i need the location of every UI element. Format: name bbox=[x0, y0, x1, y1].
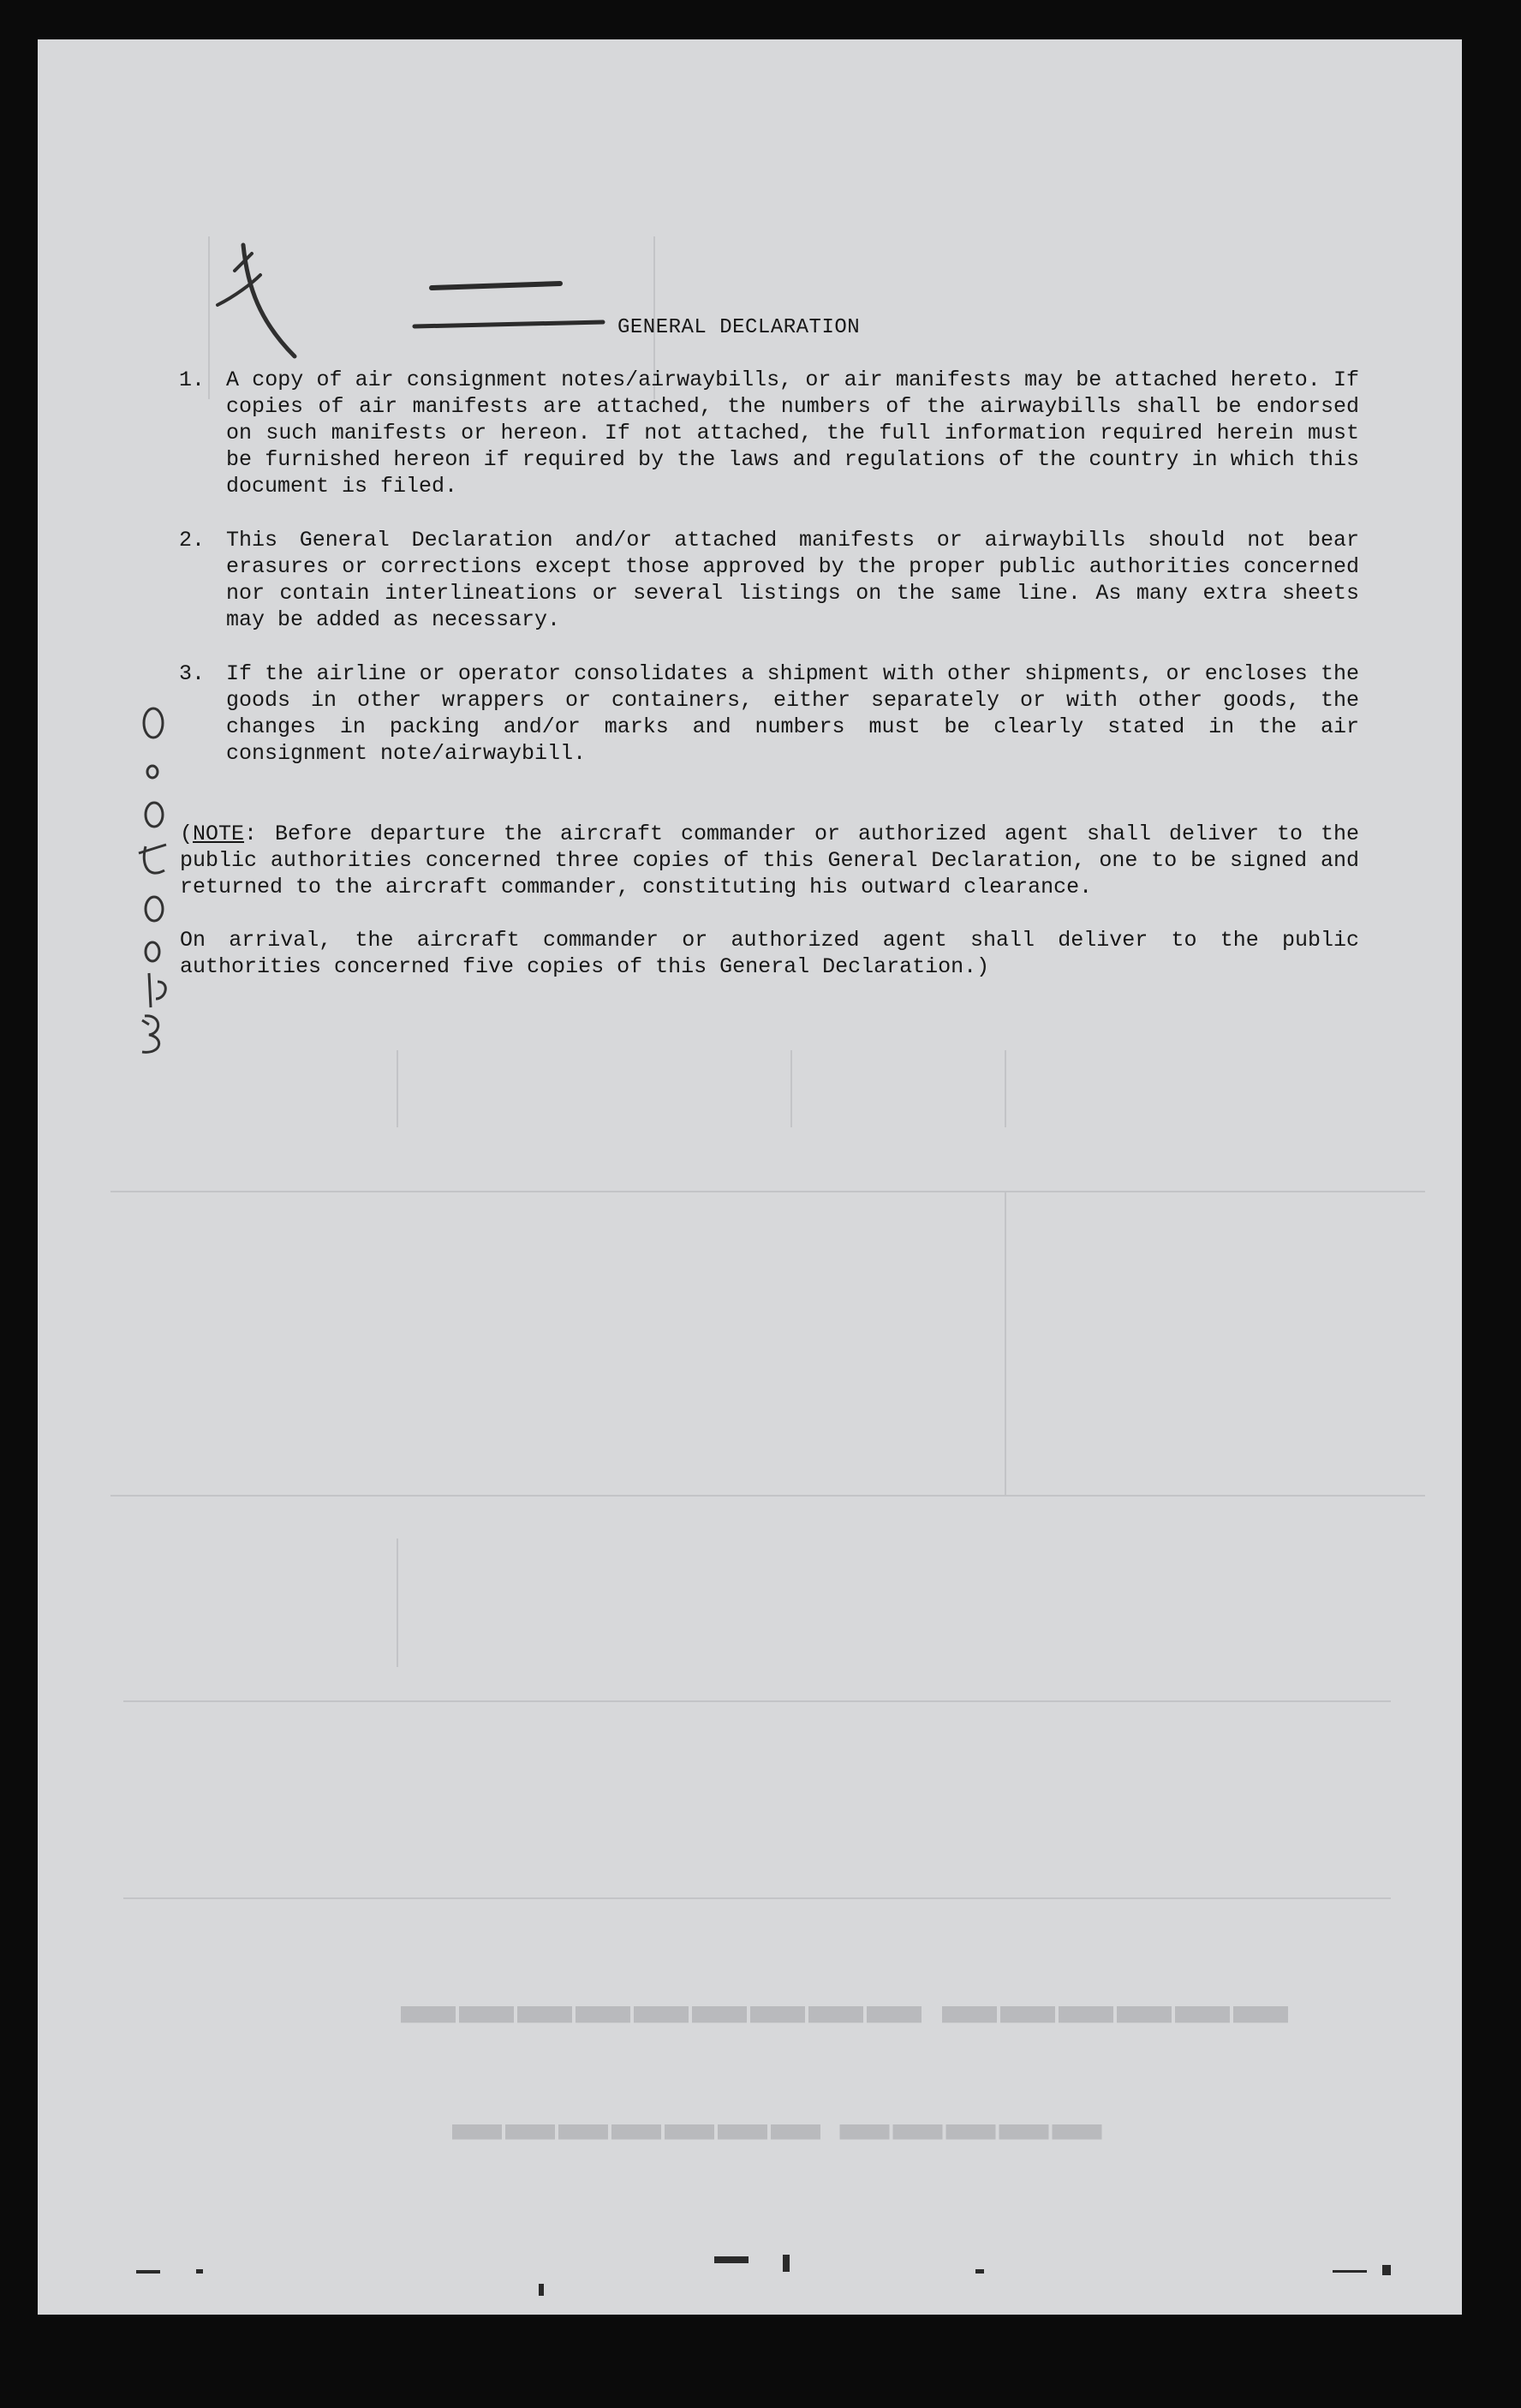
note-text: : Before departure the aircraft commander or authorized agent shall deliver to the public authorities concerned three copies of this General Declaration, one to be signed and returned to the aircraft commander, constituting his outward clearance. bbox=[180, 822, 1359, 899]
edge-mark bbox=[1382, 2265, 1391, 2275]
instruction-item-3 bbox=[179, 660, 1359, 767]
note-open-paren: ( bbox=[180, 822, 194, 846]
item-text: This General Declaration and/or attached manifests or airwaybills should not bear erasures or corrections except those approved by the proper public authorities concerned nor contain interlineations or several listings on the same line. As many extra sheets may be added as necessary. bbox=[226, 528, 1359, 632]
edge-mark bbox=[136, 2270, 160, 2274]
note-label: NOTE bbox=[193, 822, 245, 846]
instruction-item-1 bbox=[179, 367, 1359, 499]
item-number: 2. bbox=[179, 528, 206, 553]
edge-mark bbox=[975, 2269, 984, 2274]
edge-mark bbox=[1333, 2270, 1367, 2273]
document-title: GENERAL DECLARATION bbox=[617, 316, 861, 339]
edge-mark bbox=[714, 2256, 749, 2263]
bleed-through-heading-2: ▬▬▬▬▬ ▬▬▬▬▬▬▬ bbox=[449, 2113, 1102, 2169]
item-text: A copy of air consignment notes/airwaybills, or air manifests may be attached hereto. If copies of air manifests are attached, the numbers of the airwaybills shall be endorsed on such manifests or hereon. If not attached, the full information required herein must be furnished hereon if required by the laws and regulations of the country in which this document is filed. bbox=[226, 367, 1359, 499]
item-number: 1. bbox=[179, 367, 206, 392]
item-number: 3. bbox=[179, 661, 206, 686]
arrival-paragraph: On arrival, the aircraft commander or authorized agent shall deliver to the public authorities concerned five copies of this General Declaration.) bbox=[180, 928, 1359, 979]
edge-mark bbox=[783, 2255, 790, 2272]
edge-mark bbox=[196, 2269, 203, 2274]
instruction-item-2 bbox=[179, 527, 1359, 633]
edge-mark bbox=[539, 2284, 544, 2296]
handwritten-x-mark bbox=[200, 236, 320, 373]
bleed-through-heading: ▬▬▬▬▬▬ ▬▬▬▬▬▬▬▬▬ bbox=[397, 1994, 1288, 2055]
note-paragraph bbox=[180, 821, 1359, 900]
item-text: If the airline or operator consolidates a shipment with other shipments, or encloses the goods in other wrappers or containers, either separately or with other goods, the changes in packing and/or marks and numbers must be clearly stated in the air consignment note/airwaybill. bbox=[226, 661, 1359, 766]
document-page bbox=[38, 39, 1462, 2315]
